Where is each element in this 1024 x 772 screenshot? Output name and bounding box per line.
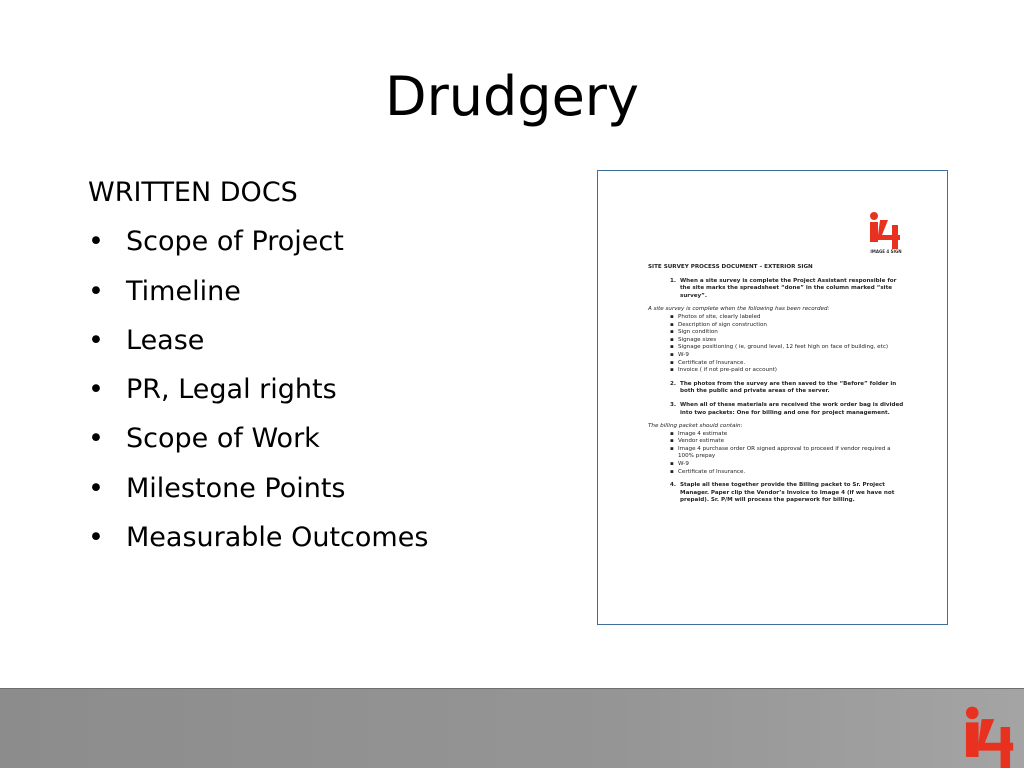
document-thumbnail [597, 170, 948, 625]
step-text: The photos from the survey are then saved to the “Before” folder in both the public and private areas of the server. [680, 380, 897, 395]
bullet-text: Timeline [126, 275, 241, 307]
bullet-list [88, 217, 568, 562]
list-item: ▪ Sign condition [670, 329, 904, 337]
bullet-item [88, 217, 568, 266]
section-heading: WRITTEN DOCS [88, 177, 298, 208]
bullet-marker: • [88, 522, 104, 554]
bullet-marker: • [88, 275, 104, 307]
bullet-text: Milestone Points [126, 472, 346, 504]
step-number: 2. [670, 380, 677, 387]
step-number: 4. [670, 482, 677, 489]
step-number: 1. [670, 277, 677, 284]
bullet-item [88, 464, 568, 513]
logo-caption: IMAGE 4 SIGN [870, 249, 902, 254]
step-text: Staple all these together provide the Billing packet to Sr. Project Manager. Paper clip the Vendor’s Invoice to Image 4 (if we have not prepaid). Sr. P/M will process the paperwork for billing. [680, 482, 895, 504]
bullet-item [88, 316, 568, 365]
bullet-marker: • [88, 423, 104, 455]
document-step [670, 278, 904, 301]
list-item: ▪ Photos of site, clearly labeled [670, 314, 904, 322]
bullet-item [88, 365, 568, 414]
bullet-text: Scope of Work [126, 423, 320, 455]
slide-title: Drudgery [385, 65, 639, 128]
billing-intro: The billing packet should contain: [648, 423, 743, 430]
list-item: ▪ Image 4 purchase order OR signed approval to proceed if vendor required a 100% prepay [670, 446, 904, 461]
bullet-item [88, 414, 568, 463]
recorded-list [648, 314, 904, 375]
document-title: SITE SURVEY PROCESS DOCUMENT – EXTERIOR SIGN [648, 264, 813, 270]
billing-list [648, 431, 904, 477]
list-item: ▪ Certificate of Insurance. [670, 469, 904, 477]
bullet-marker: • [88, 374, 104, 406]
list-item: ▪ Signage positioning ( ie, ground level, 12 feet high on face of building, etc) [670, 344, 904, 352]
list-item: ▪ Signage sizes [670, 337, 904, 345]
step-text: When all of these materials are received the work order bag is divided into two packets: One for billing and one for project management. [680, 401, 904, 416]
bullet-marker: • [88, 324, 104, 356]
document-step [670, 402, 904, 417]
bullet-marker: • [88, 472, 104, 504]
bullet-text: PR, Legal rights [126, 374, 337, 406]
bullet-item [88, 267, 568, 316]
slide-body [88, 168, 568, 562]
bullet-marker: • [88, 226, 104, 258]
document-step [670, 482, 904, 505]
document-step [670, 381, 904, 396]
bullet-text: Lease [126, 324, 205, 356]
list-item: ▪ Image 4 estimate [670, 431, 904, 439]
list-item: ▪ Vendor estimate [670, 438, 904, 446]
recorded-intro: A site survey is complete when the following has been recorded: [648, 306, 830, 313]
list-item: ▪ W-9 [670, 352, 904, 360]
footer-bar [0, 689, 1024, 768]
list-item: ▪ Certificate of Insurance. [670, 360, 904, 368]
document-body [648, 264, 904, 511]
list-item: ▪ Invoice ( if not pre-paid or account) [670, 367, 904, 375]
step-number: 3. [670, 401, 677, 408]
image4-footer-logo-icon [962, 705, 1014, 768]
bullet-text: Measurable Outcomes [126, 522, 429, 554]
bullet-item [88, 513, 568, 562]
bullet-text: Scope of Project [126, 226, 344, 258]
list-item: ▪ W-9 [670, 461, 904, 469]
list-item: ▪ Description of sign construction [670, 322, 904, 330]
step-text: When a site survey is complete the Project Assistant responsible for the site marks the spreadsheet “done” in the column marked “site survey”. [680, 277, 897, 299]
